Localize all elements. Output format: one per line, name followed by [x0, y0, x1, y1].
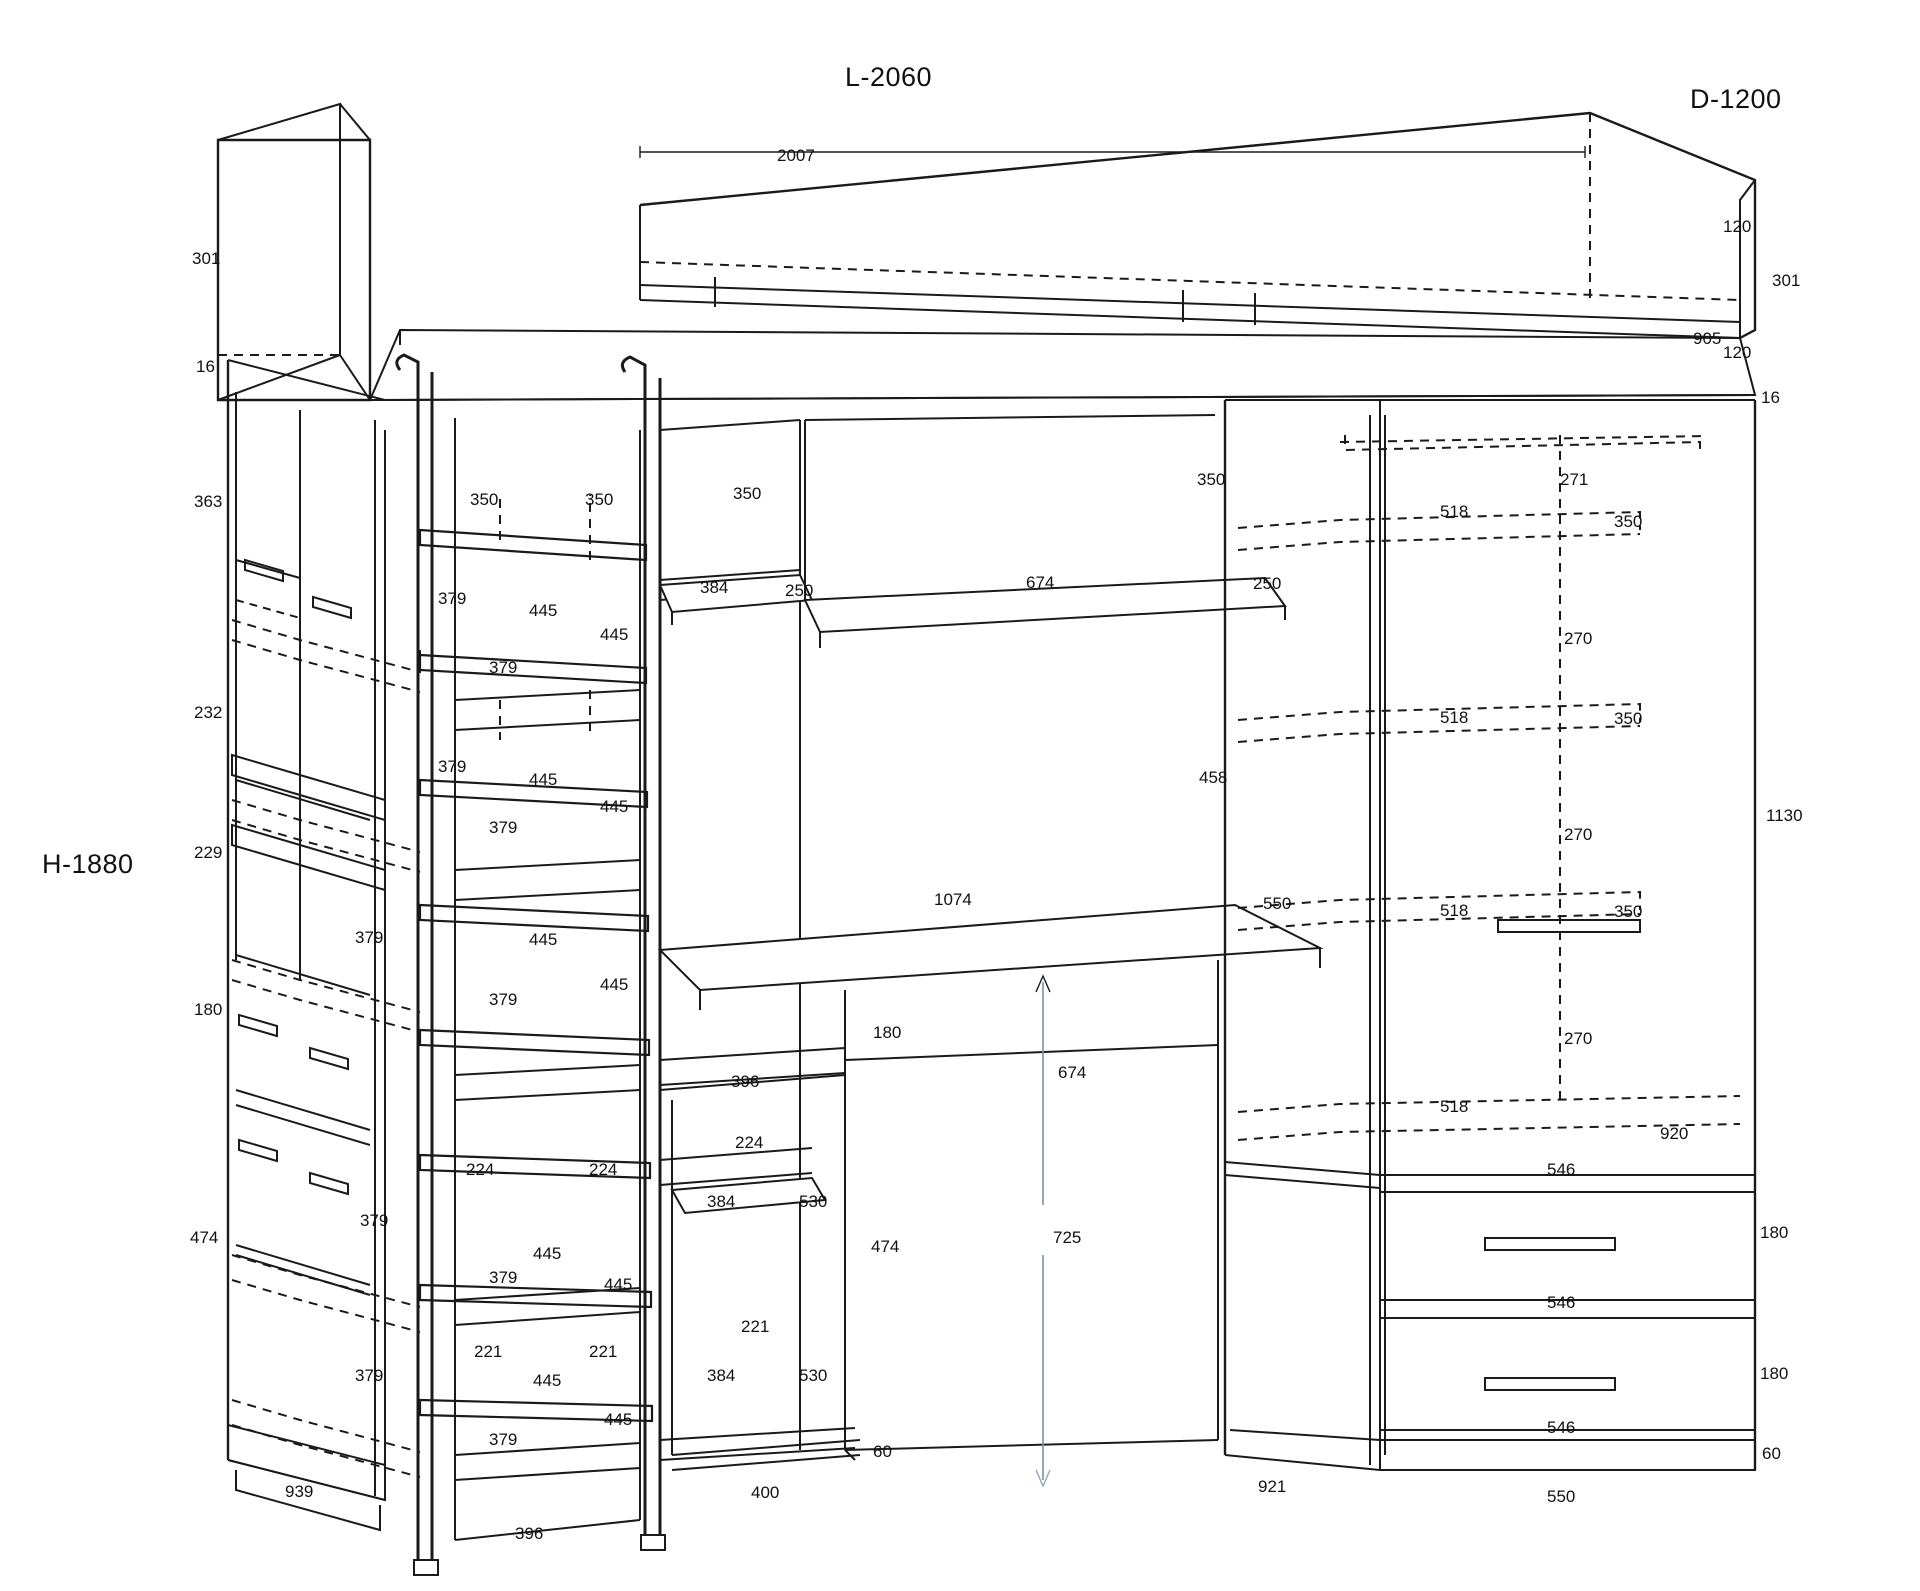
dimension-label: 221 — [741, 1317, 770, 1336]
dimension-label: 379 — [489, 1268, 518, 1287]
dimension-label: 546 — [1547, 1293, 1576, 1312]
dimension-label: 445 — [533, 1371, 562, 1390]
dimension-label: 350 — [1197, 470, 1226, 489]
dimension-label: 379 — [489, 818, 518, 837]
dimension-label: 379 — [489, 658, 518, 677]
dimension-label: 518 — [1440, 901, 1469, 920]
dimension-label: 350 — [585, 490, 614, 509]
dimension-label: 224 — [735, 1133, 764, 1152]
dimension-label: 229 — [194, 843, 223, 862]
dimension-label: 939 — [285, 1482, 314, 1501]
dimension-label: 921 — [1258, 1477, 1287, 1496]
dimension-label: 270 — [1564, 629, 1593, 648]
dimension-label: 120 — [1723, 343, 1752, 362]
dimension-label: 350 — [470, 490, 499, 509]
dimension-label: 301 — [192, 249, 221, 268]
dimension-label: 1074 — [934, 890, 972, 909]
dimension-label: 550 — [1263, 894, 1292, 913]
dimension-label: 384 — [707, 1366, 736, 1385]
dimension-label: 1130 — [1766, 806, 1803, 825]
dimension-label: 60 — [873, 1442, 892, 1461]
dimension-label: 363 — [194, 492, 223, 511]
depth-label: D-1200 — [1690, 84, 1782, 114]
dimension-label: 16 — [196, 357, 215, 376]
dimension-label: 518 — [1440, 1097, 1469, 1116]
dimension-label: 379 — [489, 1430, 518, 1449]
dimension-label: 518 — [1440, 708, 1469, 727]
dimension-label: 350 — [1614, 902, 1643, 921]
dimension-label: 379 — [360, 1211, 389, 1230]
dimension-label: 445 — [533, 1244, 562, 1263]
dimension-label: 384 — [700, 578, 729, 597]
dimension-label: 400 — [751, 1483, 780, 1502]
dimension-label: 379 — [438, 589, 467, 608]
dimension-label: 350 — [1614, 512, 1643, 531]
dimension-label: 301 — [1772, 271, 1801, 290]
dimension-label: 445 — [529, 770, 558, 789]
dimension-label: 180 — [1760, 1364, 1789, 1383]
dimension-label: 530 — [799, 1192, 828, 1211]
dimension-label: 445 — [600, 625, 629, 644]
dimension-label: 224 — [589, 1160, 618, 1179]
dimension-label: 920 — [1660, 1124, 1689, 1143]
dimension-label: 725 — [1053, 1228, 1082, 1247]
length-label: L-2060 — [845, 62, 933, 92]
dimension-label: 379 — [355, 928, 384, 947]
dimension-label: 474 — [190, 1228, 219, 1247]
dimension-label: 221 — [589, 1342, 618, 1361]
dimension-label: 120 — [1723, 217, 1752, 236]
dimension-label: 270 — [1564, 825, 1593, 844]
dimension-label: 379 — [489, 990, 518, 1009]
dimension-label: 180 — [1760, 1223, 1789, 1242]
dimension-label: 445 — [600, 975, 629, 994]
dimension-label: 250 — [1253, 574, 1282, 593]
dimension-label: 384 — [707, 1192, 736, 1211]
height-label: H-1880 — [42, 849, 134, 879]
dimension-label: 379 — [355, 1366, 384, 1385]
dimension-label: 270 — [1564, 1029, 1593, 1048]
dimension-label: 445 — [604, 1275, 633, 1294]
dimension-label: 674 — [1058, 1063, 1087, 1082]
dimension-label: 458 — [1199, 768, 1228, 787]
dimension-label: 2007 — [777, 146, 815, 165]
dimension-label: 396 — [731, 1072, 760, 1091]
dimension-label: 350 — [1614, 709, 1643, 728]
dimension-label: 350 — [733, 484, 762, 503]
dimension-label: 379 — [438, 757, 467, 776]
dimension-label: 445 — [529, 930, 558, 949]
dimension-label: 250 — [785, 581, 814, 600]
dimension-label: 518 — [1440, 502, 1469, 521]
dimension-label: 905 — [1693, 329, 1722, 348]
dimension-label: 180 — [194, 1000, 223, 1019]
dimension-label: 16 — [1761, 388, 1780, 407]
dimension-label: 221 — [474, 1342, 503, 1361]
dimension-label: 180 — [873, 1023, 902, 1042]
dimension-label: 232 — [194, 703, 223, 722]
dimension-label: 445 — [604, 1410, 633, 1429]
dimension-label: 445 — [529, 601, 558, 620]
dimension-label: 396 — [515, 1524, 544, 1543]
dimension-label: 674 — [1026, 573, 1055, 592]
dimension-label: 546 — [1547, 1160, 1576, 1179]
dimension-label: 224 — [466, 1160, 495, 1179]
dimension-label: 445 — [600, 797, 629, 816]
dimension-label: 546 — [1547, 1418, 1576, 1437]
dimension-label: 60 — [1762, 1444, 1781, 1463]
dimension-label: 271 — [1560, 470, 1589, 489]
dimension-label: 474 — [871, 1237, 900, 1256]
dimension-label: 550 — [1547, 1487, 1576, 1506]
dimension-label: 530 — [799, 1366, 828, 1385]
